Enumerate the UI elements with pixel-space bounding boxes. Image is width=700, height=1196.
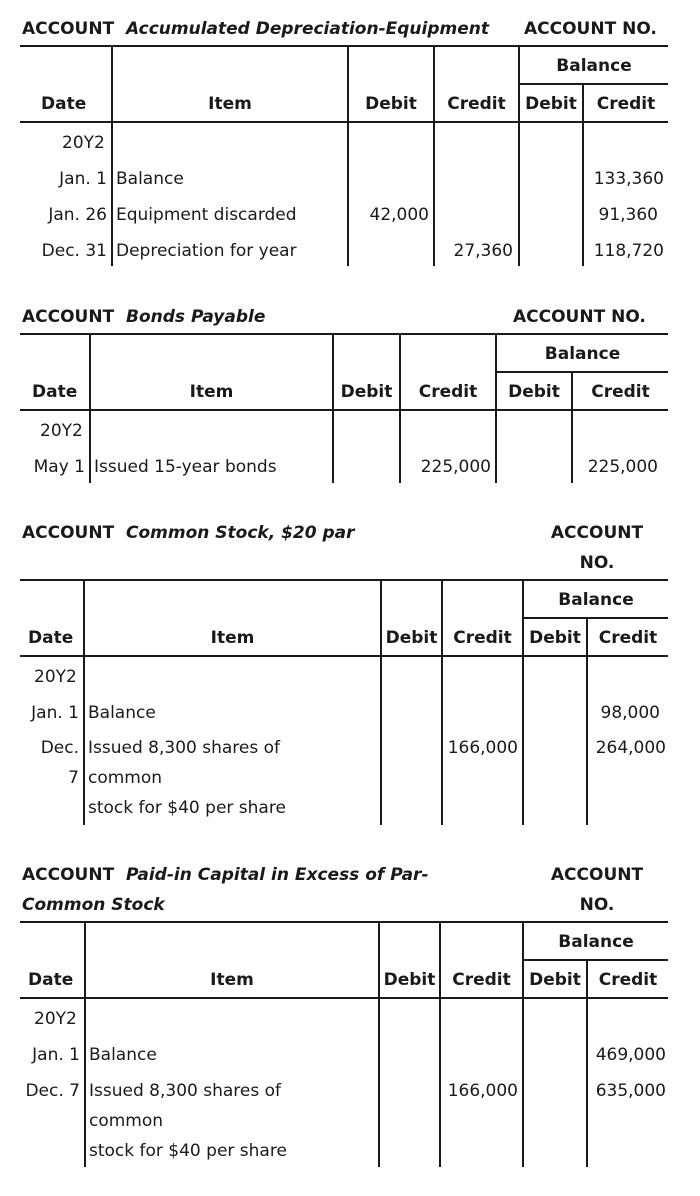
account-no-label: NO. (579, 895, 615, 915)
rule (524, 617, 668, 619)
entry-date: Jan. 1 (32, 1045, 80, 1065)
account-label: ACCOUNT (22, 865, 115, 885)
entry-balance-credit: 635,000 (595, 1081, 666, 1101)
item-header: Item (189, 382, 234, 402)
rule (20, 921, 668, 923)
entry-item: common (88, 768, 163, 788)
account-no-label: ACCOUNT (550, 865, 644, 885)
account-title: Common Stock, $20 par (126, 523, 355, 543)
account-label: ACCOUNT (22, 523, 115, 543)
item-header: Item (210, 970, 254, 990)
entry-credit: 166,000 (447, 738, 518, 758)
account-no-label: ACCOUNT NO. (513, 307, 646, 327)
entry-date: Jan. 1 (31, 703, 79, 723)
rule (20, 333, 668, 335)
balance-header: Balance (558, 932, 634, 952)
entry-item: Balance (116, 169, 184, 189)
rule (20, 45, 668, 47)
rule (524, 959, 668, 961)
credit-header: Credit (447, 94, 506, 114)
entry-balance-credit: 91,360 (598, 205, 658, 225)
rule (20, 997, 668, 999)
balance-credit-header: Credit (598, 970, 658, 990)
entry-item: Issued 15-year bonds (94, 457, 277, 477)
entry-item: stock for $40 per share (89, 1141, 287, 1161)
column-divider (83, 579, 85, 825)
debit-header: Debit (385, 628, 438, 648)
account-no-label: ACCOUNT (550, 523, 644, 543)
account-label: ACCOUNT (22, 19, 115, 39)
entry-balance-credit: 469,000 (595, 1045, 666, 1065)
account-title: Accumulated Depreciation-Equipment (126, 19, 489, 39)
entry-item: Issued 8,300 shares of (88, 738, 280, 758)
entry-debit: 42,000 (369, 205, 429, 225)
column-divider (518, 45, 520, 266)
account-title: Bonds Payable (126, 307, 266, 327)
balance-credit-header: Credit (596, 94, 656, 114)
rule (20, 579, 668, 581)
entry-date: Dec. (40, 738, 79, 758)
credit-header: Credit (418, 382, 478, 402)
year-label: 20Y2 (40, 421, 83, 441)
entry-balance-credit: 225,000 (587, 457, 658, 477)
entry-credit: 27,360 (453, 241, 513, 261)
debit-header: Debit (383, 970, 436, 990)
date-header: Date (32, 382, 78, 402)
column-divider (378, 921, 380, 1167)
entry-balance-credit: 98,000 (600, 703, 660, 723)
item-header: Item (208, 94, 252, 114)
year-label: 20Y2 (34, 667, 77, 687)
entry-credit: 225,000 (420, 457, 491, 477)
debit-header: Debit (365, 94, 417, 114)
year-label: 20Y2 (62, 133, 105, 153)
balance-header: Balance (556, 56, 632, 76)
entry-item: common (89, 1111, 164, 1131)
column-divider (89, 333, 91, 483)
account-label: ACCOUNT (22, 307, 115, 327)
rule (20, 121, 668, 123)
entry-date: Dec. 7 (25, 1081, 80, 1101)
ledger-accumulated-depreciation (0, 0, 700, 280)
account-title: Paid-in Capital in Excess of Par- (126, 865, 429, 885)
entry-balance-credit: 264,000 (595, 738, 666, 758)
balance-debit-header: Debit (525, 94, 577, 114)
balance-header: Balance (558, 590, 634, 610)
column-divider (522, 579, 524, 825)
column-divider (332, 333, 334, 483)
rule (520, 83, 668, 85)
entry-date: Jan. 26 (48, 205, 107, 225)
balance-credit-header: Credit (598, 628, 658, 648)
entry-item: Issued 8,300 shares of (89, 1081, 281, 1101)
entry-item: stock for $40 per share (88, 798, 286, 818)
entry-date: 7 (68, 768, 79, 788)
entry-item: Balance (88, 703, 156, 723)
credit-header: Credit (453, 628, 512, 648)
balance-debit-header: Debit (508, 382, 560, 402)
entry-date: Dec. 31 (41, 241, 107, 261)
balance-header: Balance (544, 344, 621, 364)
account-no-label: ACCOUNT NO. (524, 19, 657, 39)
entry-item: Balance (89, 1045, 157, 1065)
rule (497, 371, 668, 373)
entry-date: Jan. 1 (59, 169, 107, 189)
balance-credit-header: Credit (591, 382, 650, 402)
column-divider (380, 579, 382, 825)
entry-credit: 166,000 (447, 1081, 518, 1101)
account-no-label: NO. (579, 553, 615, 573)
date-header: Date (28, 628, 74, 648)
column-divider (111, 45, 113, 266)
column-divider (433, 45, 435, 266)
credit-header: Credit (452, 970, 511, 990)
entry-item: Depreciation for year (116, 241, 297, 261)
rule (20, 655, 668, 657)
account-title: Common Stock (22, 895, 165, 915)
column-divider (522, 921, 524, 1167)
column-divider (441, 579, 443, 825)
column-divider (439, 921, 441, 1167)
entry-item: Equipment discarded (116, 205, 297, 225)
column-divider (84, 921, 86, 1167)
balance-debit-header: Debit (529, 628, 581, 648)
entry-balance-credit: 118,720 (593, 241, 664, 261)
debit-header: Debit (340, 382, 393, 402)
column-divider (347, 45, 349, 266)
balance-debit-header: Debit (529, 970, 581, 990)
date-header: Date (28, 970, 74, 990)
year-label: 20Y2 (34, 1009, 77, 1029)
entry-balance-credit: 133,360 (593, 169, 664, 189)
date-header: Date (41, 94, 87, 114)
entry-date: May 1 (33, 457, 85, 477)
item-header: Item (210, 628, 255, 648)
